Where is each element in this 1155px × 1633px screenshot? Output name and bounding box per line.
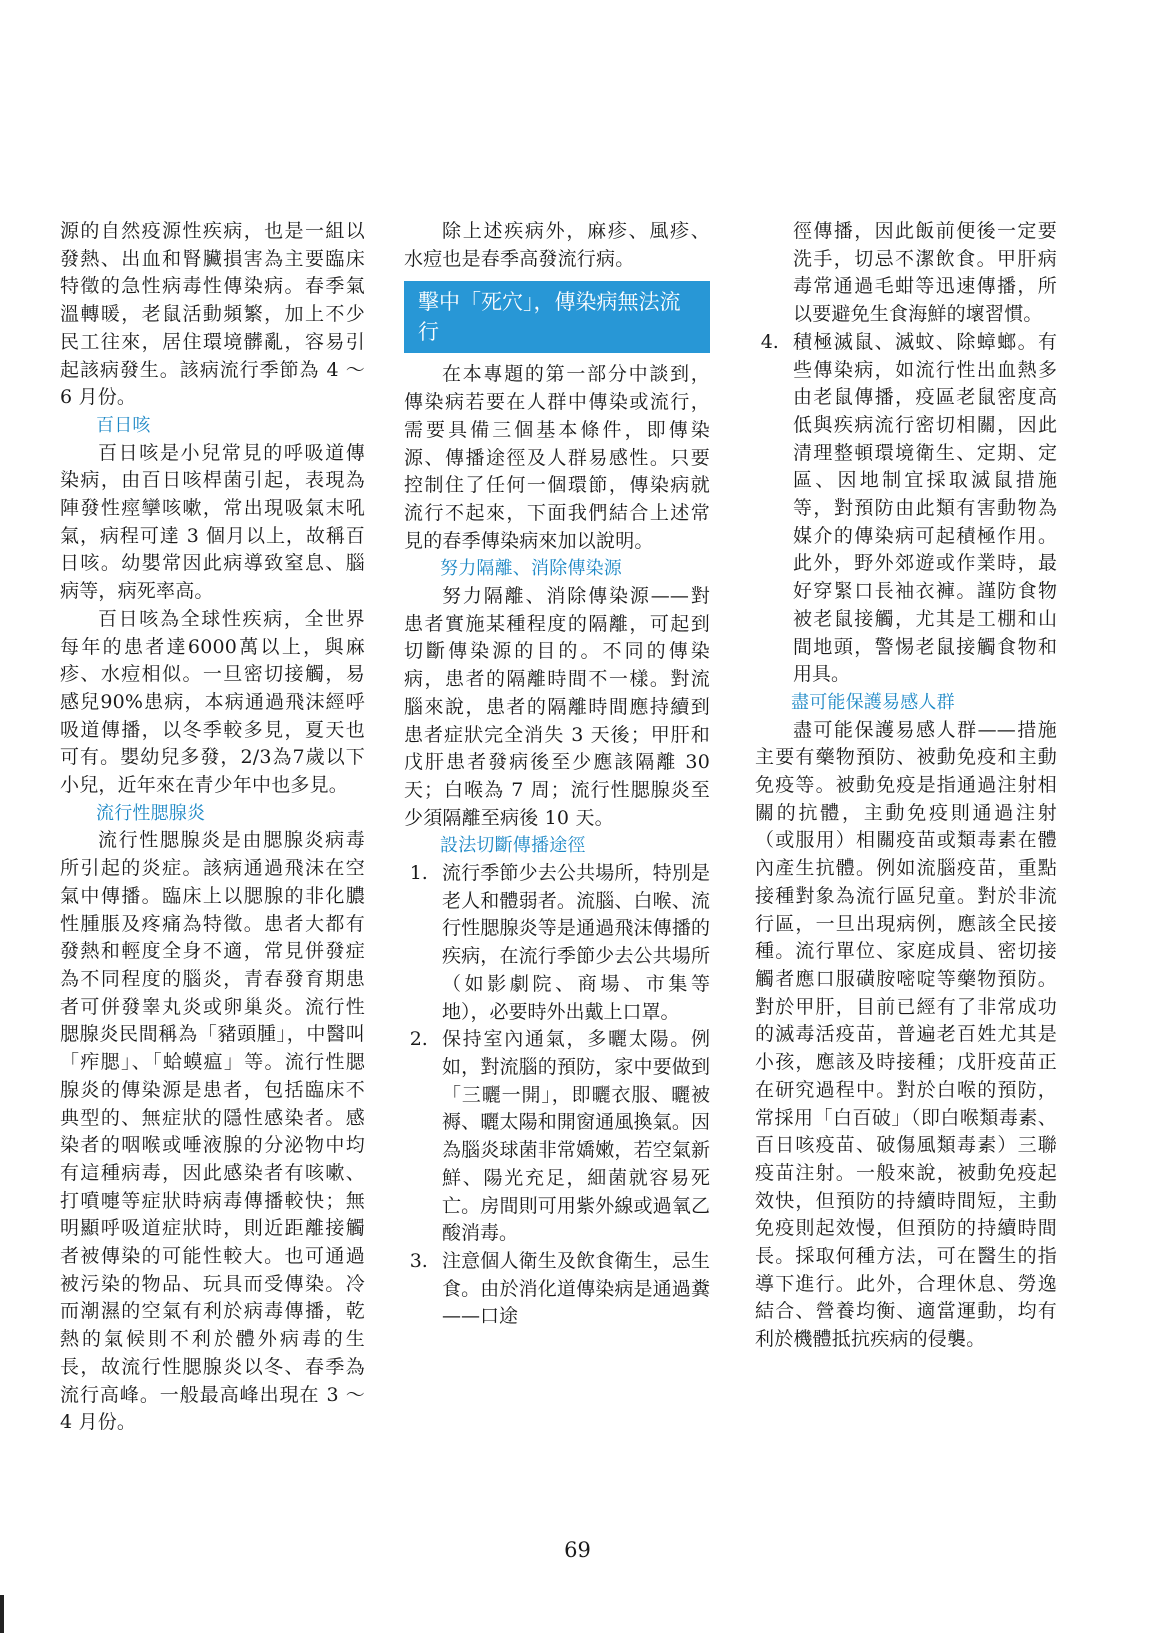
paragraph: 盡可能保護易感人群——措施主要有藥物預防、被動免疫和主動免疫等。被動免疫是指通過注射相關的抗體，主動免疫則通過注射（或服用）相關疫苗或類毒素在體內產生抗體。例如流腦疫苗，重點接種對象為流行區兒童。對於非流行區，一旦出現病例，應該全民接種。流行單位、家庭成員、密切接觸者應口服磺胺嘧啶等藥物預防。對於甲肝，目前已經有了非常成功的滅毒活疫苗，普遍老百姓尤其是小孩，應該及時接種；戊肝疫苗正在研究過程中。對於白喉的預防，常採用「白百破」（即白喉類毒素、百日咳疫苗、破傷風類毒素）三聯疫苗注射。一般來說，被動免疫起效快，但預防的持續時間短，主動免疫則起效慢，但預防的持續時間長。採取何種方法，可在醫生的指導下進行。此外，合理休息、勞逸結合、營養均衡、適當運動，均有利於機體抵抗疾病的侵襲。 (755, 718, 1057, 1351)
list-number: 1. (409, 862, 428, 885)
list-item (404, 1248, 710, 1331)
paragraph: 流行性腮腺炎是由腮腺炎病毒所引起的炎症。該病通過飛沫在空氣中傳播。臨床上以腮腺的非化膿性腫脹及疼痛為特徵。患者大都有發熱和輕度全身不適，常見併發症為不同程度的腦炎，青春發育期患者可併發睾丸炎或卵巢炎。流行性腮腺炎民間稱為「豬頭腫」，中醫叫「痄腮」、「蛤蟆瘟」等。流行性腮腺炎的傳染源是患者，包括臨床不典型的、無症狀的隱性感染者。感染者的咽喉或唾液腺的分泌物中均有這種病毒，因此感染者有咳嗽、打噴嚏等症狀時病毒傳播較快；無明顯呼吸道症狀時，則近距離接觸者被傳染的可能性較大。也可通過被污染的物品、玩具而受傳染。冷而潮濕的空氣有利於病毒傳播，乾熱的氣候則不利於體外病毒的生長，故流行性腮腺炎以冬、春季為流行高峰。一般最高峰出現在 3 ～ 4 月份。 (60, 829, 365, 1434)
section-title-box: 擊中「死穴」，傳染病無法流行 (404, 281, 710, 353)
column-1 (60, 218, 365, 1437)
list-item-text: 流行季節少去公共場所，特別是老人和體弱者。流腦、白喉、流行性腮腺炎等是通過飛沫傳播的疾病，在流行季節少去公共場所（如影劇院、商場、市集等地），必要時外出戴上口罩。 (442, 862, 710, 1023)
section-heading-mumps: 流行性腮腺炎 (96, 802, 206, 824)
list-item-text: 注意個人衛生及飲食衛生，忌生食。由於消化道傳染病是通過糞——口途 (442, 1249, 710, 1328)
numbered-list (404, 860, 710, 1331)
column-3 (755, 218, 1057, 1354)
list-number: 4. (760, 330, 779, 353)
section-heading-transmission: 設法切斷傳播途徑 (440, 835, 586, 857)
list-number: 2. (409, 1028, 428, 1051)
section-heading-isolation: 努力隔離、消除傳染源 (440, 558, 622, 580)
page-number: 69 (564, 1538, 591, 1562)
paragraph: 百日咳是小兒常見的呼吸道傳染病，由百日咳桿菌引起，表現為陣發性痙攣咳嗽，常出現吸氣末吼氣，病程可達 3 個月以上，故稱百日咳。幼嬰常因此病導致窒息、腦病等，病死率高。 (60, 441, 365, 603)
paragraph: 努力隔離、消除傳染源——對患者實施某種程度的隔離，可起到切斷傳染源的目的。不同的傳染病，患者的隔離時間不一樣。對流腦來說，患者的隔離時間應持續到患者症狀完全消失 3 天後；甲肝和戊肝患者發病後至少應該隔離 30 天；白喉為 7 周；流行性腮腺炎至少須隔離至病後 10 天。 (404, 585, 710, 829)
section-heading-protection: 盡可能保護易感人群 (791, 691, 955, 713)
column-2 (404, 218, 710, 1331)
paragraph: 源的自然疫源性疾病，也是一組以發熱、出血和腎臟損害為主要臨床特徵的急性病毒性傳染病。春季氣溫轉暖，老鼠活動頻繁，加上不少民工往來，居住環境髒亂，容易引起該病發生。該病流行季節為 4 ～ 6 月份。 (60, 220, 365, 409)
numbered-list (755, 329, 1057, 689)
paragraph: 在本專題的第一部分中談到，傳染病若要在人群中傳染或流行，需要具備三個基本條件，即傳染源、傳播途徑及人群易感性。只要控制住了任何一個環節，傳染病就流行不起來，下面我們結合上述常見的春季傳染病來加以說明。 (404, 363, 710, 552)
paragraph: 百日咳為全球性疾病，全世界每年的患者達6000萬以上，與麻疹、水痘相似。一旦密切接觸，易感兒90%患病，本病通過飛沫經呼吸道傳播，以冬季較多見，夏天也可有。嬰幼兒多發，2/3為7歲以下小兒，近年來在青少年中也多見。 (60, 607, 365, 797)
list-item-continuation: 徑傳播，因此飯前便後一定要洗手，切忌不潔飲食。甲肝病毒常通過毛蚶等迅速傳播，所以要避免生食海鮮的壞習慣。 (793, 220, 1057, 326)
list-item-text: 積極滅鼠、滅蚊、除蟑螂。有些傳染病，如流行性出血熱多由老鼠傳播，疫區老鼠密度高低與疾病流行密切相關，因此清理整頓環境衛生、定期、定區、因地制宜採取滅鼠措施等，對預防由此類有害動物為媒介的傳染病可起積極作用。此外，野外郊遊或作業時，最好穿緊口長袖衣褲。謹防食物被老鼠接觸，尤其是工棚和山間地頭，警惕老鼠接觸食物和用具。 (793, 330, 1057, 686)
paragraph: 除上述疾病外，麻疹、風疹、水痘也是春季高發流行病。 (404, 220, 710, 270)
list-item-text: 保持室內通氣，多曬太陽。例如，對流腦的預防，家中要做到「三曬一開」，即曬衣服、曬被褥、曬太陽和開窗通風換氣。因為腦炎球菌非常嬌嫩，若空氣新鮮、陽光充足，細菌就容易死亡。房間則可用紫外線或過氧乙酸消毒。 (442, 1028, 710, 1245)
scan-edge-mark (0, 1595, 4, 1633)
list-item (404, 860, 710, 1026)
list-item (755, 329, 1057, 689)
list-number: 3. (409, 1249, 428, 1272)
section-heading-pertussis: 百日咳 (96, 414, 151, 436)
list-item (404, 1026, 710, 1248)
